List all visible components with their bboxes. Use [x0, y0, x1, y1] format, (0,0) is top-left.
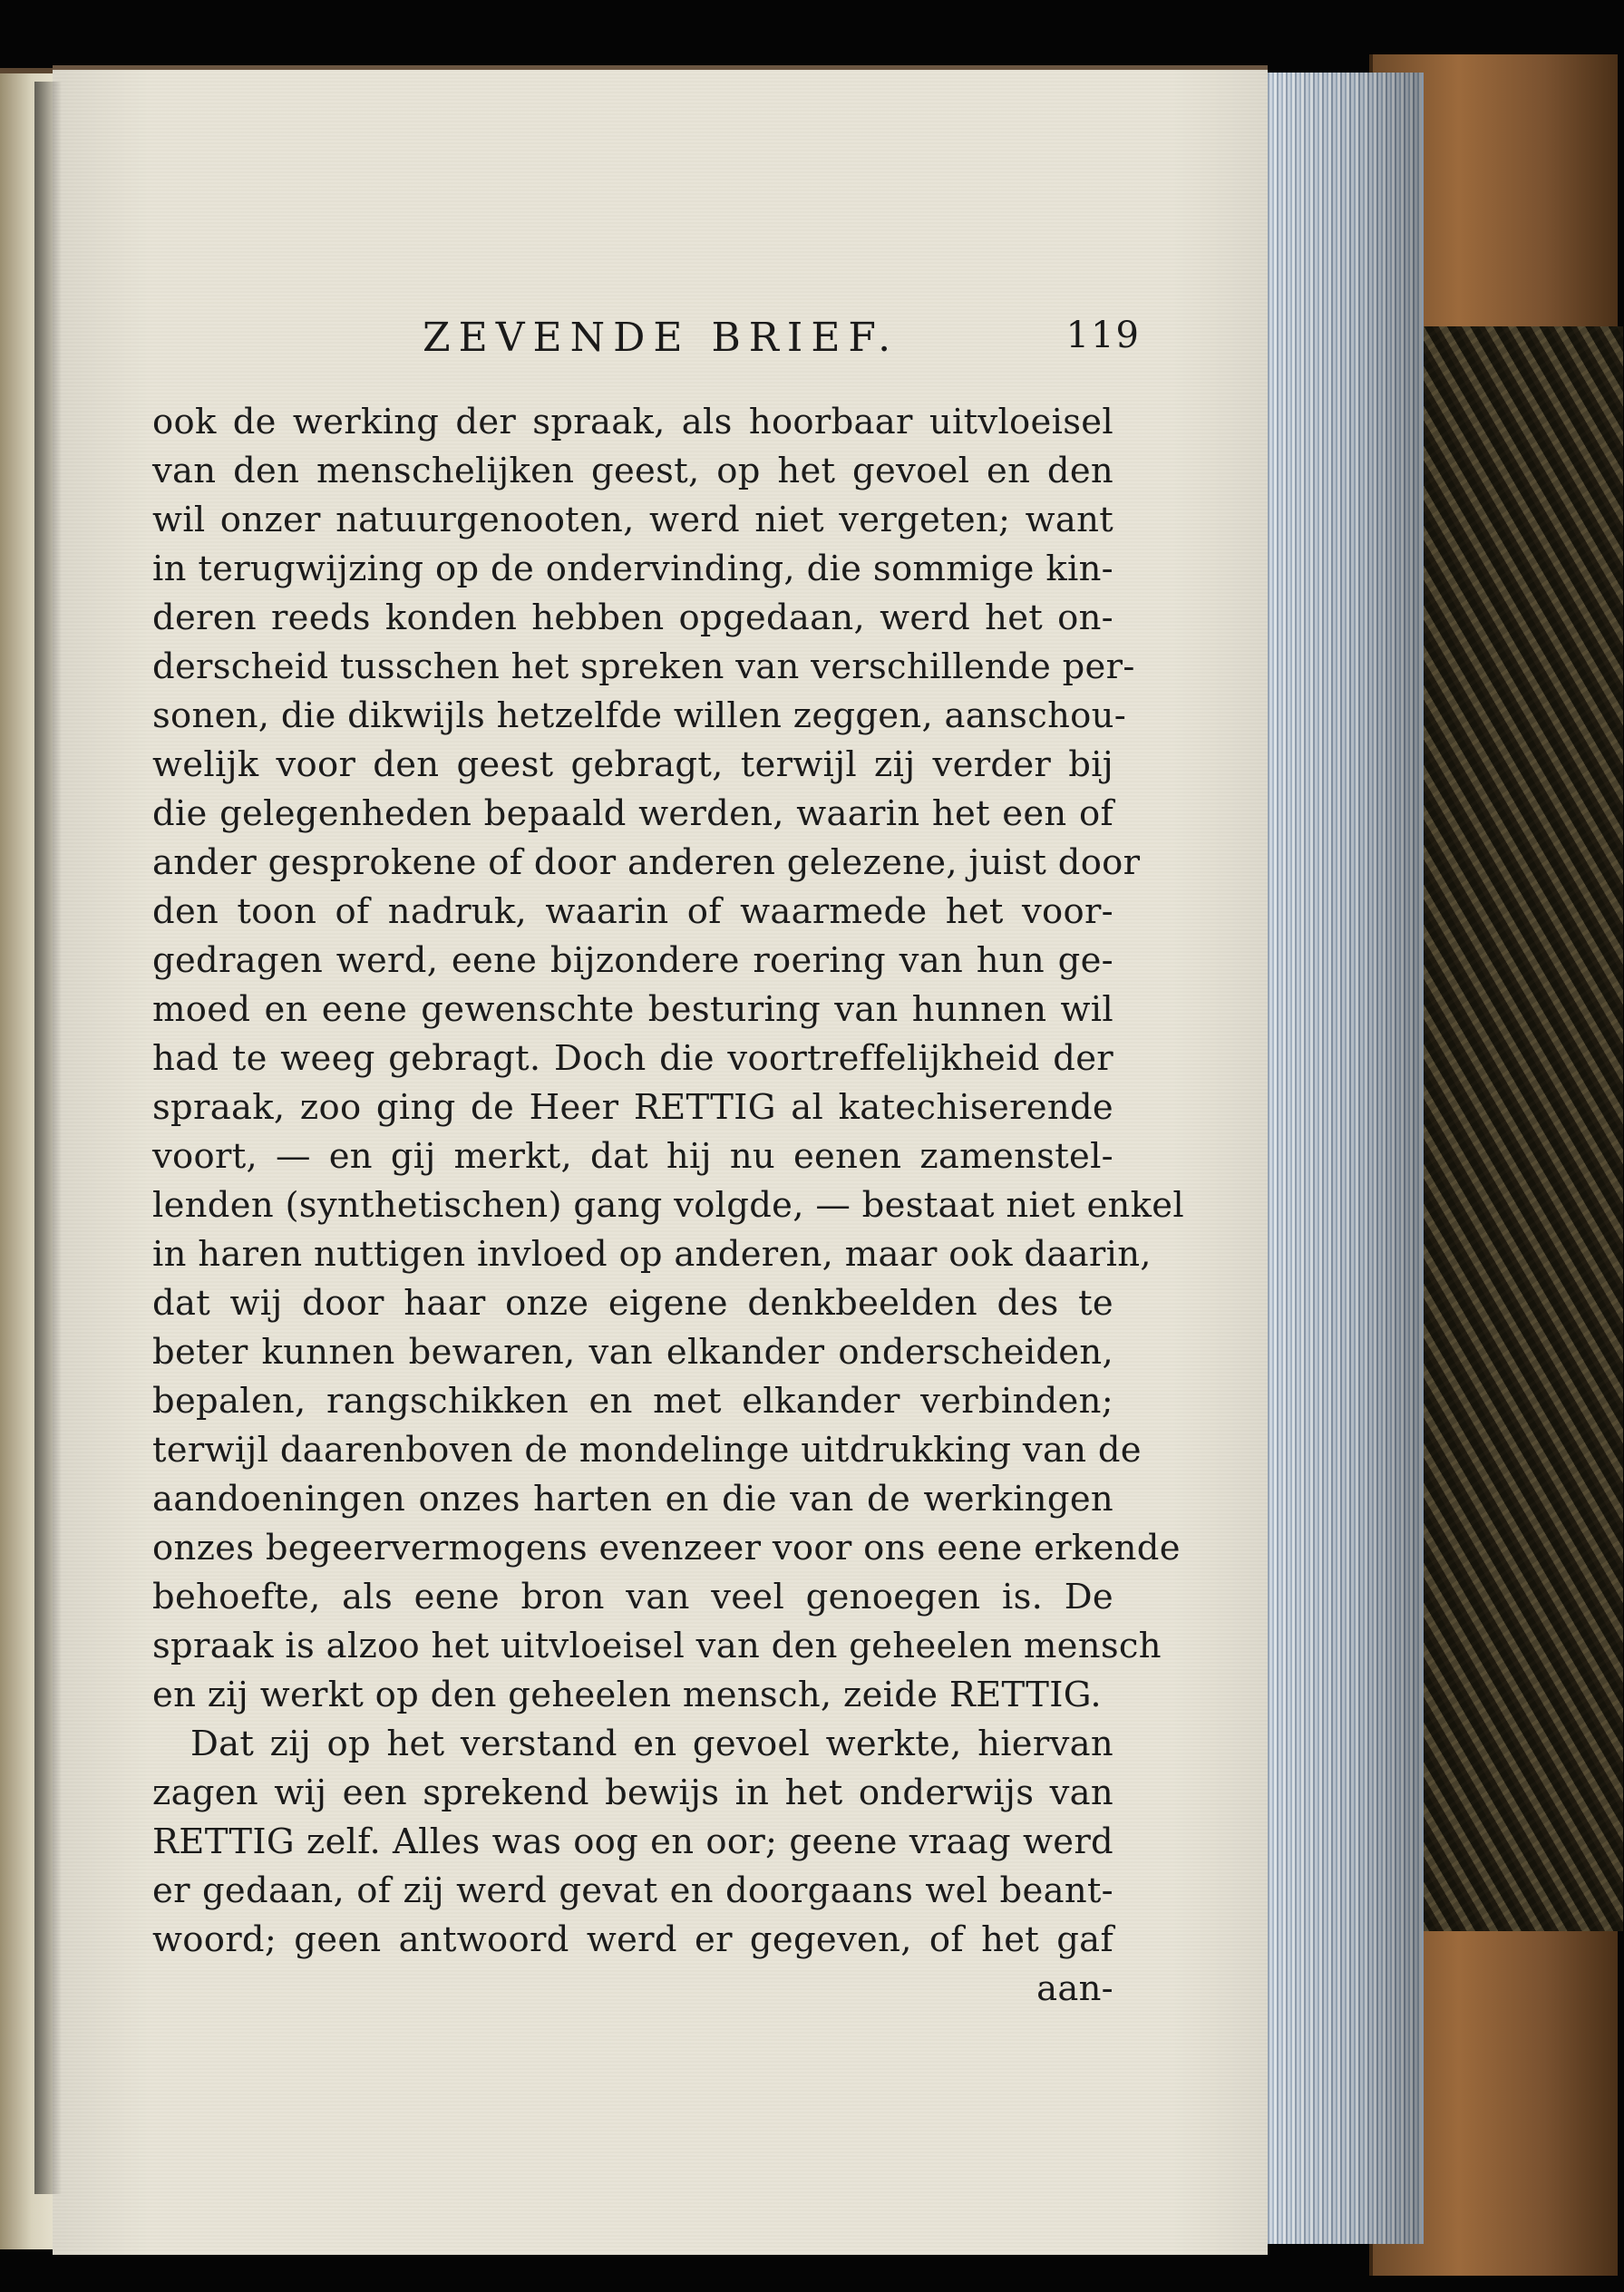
- body-text: [152, 398, 1184, 2014]
- text-line: voort, — en gij merkt, dat hij nu eenen zamenstel-: [152, 1136, 1113, 1177]
- running-head: ZEVENDE BRIEF.: [423, 315, 900, 361]
- text-line: dat wij door haar onze eigene denkbeelden des te: [152, 1283, 1113, 1324]
- text-line: den toon of nadruk, waarin of waarmede het voor-: [152, 891, 1113, 932]
- text-line: gedragen werd, eene bijzondere roering van hun ge-: [152, 940, 1113, 981]
- text-line: beter kunnen bewaren, van elkander onderscheiden,: [152, 1332, 1113, 1373]
- text-line: ook de werking der spraak, als hoorbaar uitvloeisel: [152, 402, 1113, 442]
- book-page: [53, 65, 1268, 2255]
- text-line: onzes begeervermogens evenzeer voor ons eene erkende: [152, 1528, 1181, 1568]
- text-line: woord; geen antwoord werd er gegeven, of het gaf: [152, 1919, 1113, 1960]
- text-line: behoefte, als eene bron van veel genoegen is. De: [152, 1577, 1113, 1617]
- marbled-cover: [1415, 326, 1623, 1931]
- text-line: RETTIG zelf. Alles was oog en oor; geene vraag werd: [152, 1821, 1113, 1862]
- text-line: sonen, die dikwijls hetzelfde willen zeggen, aanschou-: [152, 695, 1127, 736]
- text-line: in haren nuttigen invloed op anderen, maar ook daarin,: [152, 1234, 1152, 1275]
- catchword: aan-: [1036, 1968, 1113, 2009]
- text-line: lenden (synthetischen) gang volgde, — bestaat niet enkel: [152, 1185, 1184, 1226]
- text-line: Dat zij op het verstand en gevoel werkte, hiervan: [190, 1724, 1113, 1764]
- text-line: er gedaan, of zij werd gevat en doorgaans wel beant-: [152, 1870, 1113, 1911]
- text-line: deren reeds konden hebben opgedaan, werd het on-: [152, 597, 1113, 638]
- text-line: bepalen, rangschikken en met elkander verbinden;: [152, 1381, 1113, 1422]
- gutter-shadow: [34, 82, 62, 2194]
- text-line: ander gesprokene of door anderen gelezene, juist door: [152, 842, 1141, 883]
- text-line: wil onzer natuurgenooten, werd niet vergeten; want: [152, 500, 1113, 540]
- text-line: derscheid tusschen het spreken van verschillende per-: [152, 646, 1135, 687]
- text-line: die gelegenheden bepaald werden, waarin het een of: [152, 793, 1113, 834]
- text-line: aandoeningen onzes harten en die van de werkingen: [152, 1479, 1113, 1520]
- text-line: van den menschelijken geest, op het gevoel en den: [152, 451, 1113, 491]
- page-header: [370, 315, 1141, 369]
- text-line: en zij werkt op den geheelen mensch, zeide RETTIG.: [152, 1675, 1102, 1715]
- text-line: zagen wij een sprekend bewijs in het onderwijs van: [152, 1772, 1113, 1813]
- text-line: terwijl daarenboven de mondelinge uitdrukking van de: [152, 1430, 1142, 1471]
- text-line: spraak is alzoo het uitvloeisel van den geheelen mensch: [152, 1626, 1162, 1666]
- text-line: had te weeg gebragt. Doch die voortreffelijkheid der: [152, 1038, 1113, 1079]
- text-line: welijk voor den geest gebragt, terwijl zij verder bij: [152, 744, 1113, 785]
- page-number: 119: [1065, 315, 1141, 356]
- text-line: in terugwijzing op de ondervinding, die sommige kin-: [152, 549, 1113, 589]
- text-line: moed en eene gewenschte besturing van hunnen wil: [152, 989, 1113, 1030]
- text-line: spraak, zoo ging de Heer RETTIG al katechiserende: [152, 1087, 1113, 1128]
